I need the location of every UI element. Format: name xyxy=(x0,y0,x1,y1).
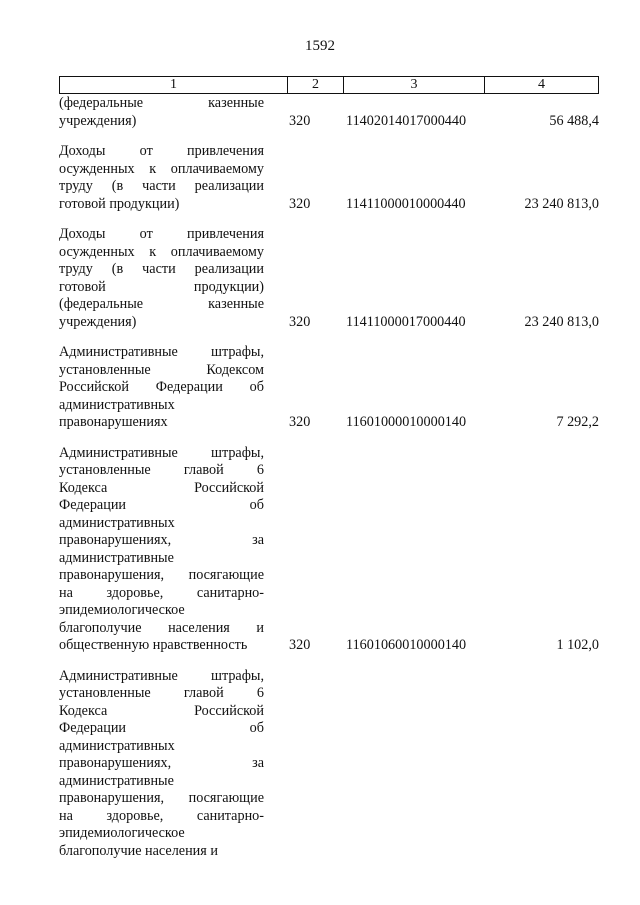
table-body xyxy=(59,95,599,873)
row-col4: 7 292,2 xyxy=(556,414,599,430)
description-line: благополучие населения и xyxy=(59,842,218,859)
row-description xyxy=(59,668,264,861)
row-col4: 23 240 813,0 xyxy=(524,195,599,212)
row-col2: 320 xyxy=(289,195,311,212)
header-col-2: 2 xyxy=(288,77,344,94)
row-col3: 11601000010000140 xyxy=(346,414,467,430)
description-line: готовой продукции) xyxy=(59,278,264,295)
row-col2: 320 xyxy=(289,414,311,430)
description-line: правонарушениях, за xyxy=(59,532,264,548)
header-col-1: 1 xyxy=(60,77,288,94)
description-line: учреждения) xyxy=(59,112,137,129)
description-line: Федерации об xyxy=(59,497,264,513)
column-header-table xyxy=(59,76,599,94)
description-line: Доходы от привлечения xyxy=(59,143,264,159)
description-line: административных xyxy=(59,396,175,413)
description-line: готовой продукции) xyxy=(59,195,180,212)
row-col2: 320 xyxy=(289,112,311,129)
description-line: труду (в части реализации xyxy=(59,178,264,194)
description-line: Административные штрафы, xyxy=(59,444,264,461)
description-line: правонарушения, посягающие xyxy=(59,567,264,583)
description-line: Кодекса Российской xyxy=(59,702,264,719)
description-line: Административные штрафы, xyxy=(59,344,264,360)
description-line: Кодекса Российской xyxy=(59,479,264,496)
description-line: административных xyxy=(59,514,175,531)
description-line: на здоровье, санитарно- xyxy=(59,584,264,601)
description-line: на здоровье, санитарно- xyxy=(59,807,264,824)
description-line: административные xyxy=(59,549,174,566)
header-col-4: 4 xyxy=(485,77,599,94)
description-line: административных xyxy=(59,737,175,754)
row-description xyxy=(59,226,264,331)
description-line: осужденных к оплачиваемому xyxy=(59,243,264,260)
table-row xyxy=(59,344,599,432)
description-line: осужденных к оплачиваемому xyxy=(59,160,264,177)
row-col2: 320 xyxy=(289,313,311,330)
description-line: Административные штрафы, xyxy=(59,667,264,684)
description-line: эпидемиологическое xyxy=(59,825,185,841)
table-row xyxy=(59,445,599,655)
description-line: правонарушения, посягающие xyxy=(59,790,264,806)
row-col4: 23 240 813,0 xyxy=(524,313,599,330)
description-line: (федеральные казенные xyxy=(59,296,264,312)
description-line: Российской Федерации об xyxy=(59,379,264,395)
row-col4: 56 488,4 xyxy=(549,112,599,129)
description-line: (федеральные казенные xyxy=(59,95,264,111)
row-col3: 11411000017000440 xyxy=(346,313,466,330)
description-line: правонарушениях, за xyxy=(59,755,264,771)
row-col3: 11601060010000140 xyxy=(346,637,467,653)
row-col4: 1 102,0 xyxy=(556,637,599,653)
table-row xyxy=(59,226,599,331)
description-line: Доходы от привлечения xyxy=(59,226,264,242)
table-row xyxy=(59,668,599,861)
row-description xyxy=(59,95,264,130)
description-line: благополучие населения и xyxy=(59,619,264,636)
description-line: установленные Кодексом xyxy=(59,361,264,378)
description-line: установленные главой 6 xyxy=(59,685,264,701)
row-col3: 11411000010000440 xyxy=(346,195,466,212)
table-row xyxy=(59,95,599,130)
table-row xyxy=(59,143,599,213)
description-line: труду (в части реализации xyxy=(59,261,264,277)
description-line: установленные главой 6 xyxy=(59,462,264,478)
row-col2: 320 xyxy=(289,637,311,653)
row-description xyxy=(59,445,264,655)
header-col-3: 3 xyxy=(344,77,485,94)
description-line: Федерации об xyxy=(59,720,264,736)
description-line: общественную нравственность xyxy=(59,637,248,653)
description-line: административные xyxy=(59,772,174,789)
row-description xyxy=(59,344,264,432)
row-col3: 11402014017000440 xyxy=(346,112,467,129)
page-number: 1592 xyxy=(305,38,335,54)
description-line: правонарушениях xyxy=(59,414,168,430)
row-description xyxy=(59,143,264,213)
description-line: эпидемиологическое xyxy=(59,602,185,618)
description-line: учреждения) xyxy=(59,313,137,330)
